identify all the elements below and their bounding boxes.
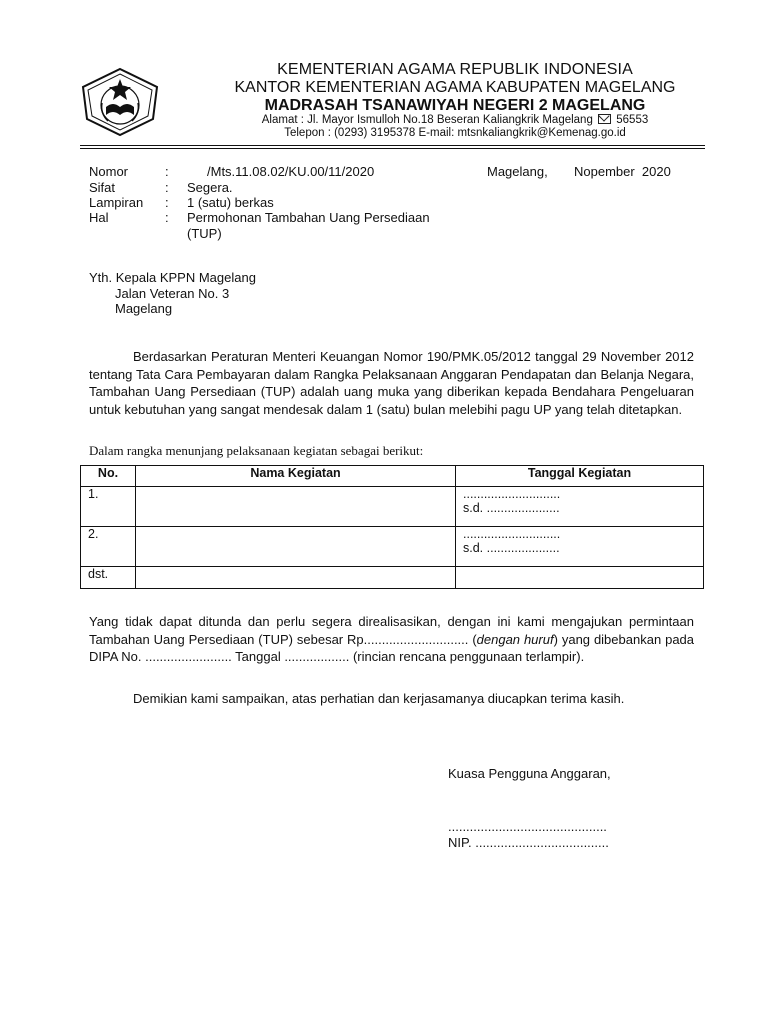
col-header-no: No. — [81, 466, 136, 487]
header-rule-thin — [80, 145, 705, 146]
letterhead-line1: KEMENTERIAN AGAMA REPUBLIK INDONESIA — [277, 61, 633, 78]
sifat-label: Sifat — [89, 180, 116, 195]
date-value: Nopember 2020 — [574, 164, 671, 179]
letterhead-address: Alamat : Jl. Mayor Ismulloh No.18 Beseran Kaliangkrik Magelang 56553 — [261, 114, 649, 126]
nomor-value: /Mts.11.08.02/KU.00/11/2020 — [207, 164, 375, 179]
body-paragraph-1: Berdasarkan Peraturan Menteri Keuangan Nomor 190/PMK.05/2012 tanggal 29 November 2012 tentang Tata Cara Pembayaran dalam Rangka Pelaksanaan Anggaran Pendapatan dan Belanja Negara, Tambahan Uang Persediaan (TUP) adalah uang muka yang diberikan kepada Bendahara Pengeluaran untuk kebutuhan yang sangat mendesak dalam 1 (satu) bulan melebihi pagu UP yang telah ditetapkan. — [89, 349, 694, 417]
hal-value: Permohonan Tambahan Uang Persediaan — [187, 210, 430, 225]
letterhead-contact: Telepon : (0293) 3195378 E-mail: mtsnkaliangkrik@Kemenag.go.id — [284, 127, 626, 139]
table-row: 2. ............................ s.d. ..................... — [81, 527, 704, 567]
table-row: 1. ............................ s.d. ..................... — [81, 487, 704, 527]
sifat-value: Segera. — [187, 180, 233, 195]
letterhead-line2: KANTOR KEMENTERIAN AGAMA KABUPATEN MAGELANG — [234, 79, 676, 96]
recipient-line1: Yth. Kepala KPPN Magelang — [89, 270, 256, 285]
col-header-tanggal: Tanggal Kegiatan — [456, 466, 704, 487]
table-header-row — [81, 466, 704, 487]
envelope-icon — [598, 114, 611, 124]
hal-value-cont: (TUP) — [187, 226, 222, 241]
body-paragraph-4: Demikian kami sampaikan, atas perhatian dan kerjasamanya diucapkan terima kasih. — [133, 691, 625, 706]
col-header-nama: Nama Kegiatan — [136, 466, 456, 487]
header-rule-thick — [80, 148, 705, 149]
signature-title: Kuasa Pengguna Anggaran, — [448, 766, 611, 781]
hal-label: Hal — [89, 210, 109, 225]
signature-name-line: ............................................ — [448, 819, 607, 834]
body-paragraph-3: Yang tidak dapat ditunda dan perlu segera direalisasikan, dengan ini kami mengajukan permintaan Tambahan Uang Persediaan (TUP) sebesar Rp............................. (dengan huruf) yang dibebankan pada DIPA No. ........................ Tanggal .................. (rincian rencana penggunaan terlampir). — [89, 614, 695, 664]
lampiran-value: 1 (satu) berkas — [187, 195, 274, 210]
nomor-label: Nomor — [89, 164, 129, 179]
signature-nip: NIP. ..................................... — [448, 835, 609, 850]
letterhead-line3: MADRASAH TSANAWIYAH NEGERI 2 MAGELANG — [264, 97, 646, 114]
table-row: dst. — [81, 567, 704, 589]
kemenag-logo-icon — [80, 67, 160, 137]
recipient-line2: Jalan Veteran No. 3 — [115, 286, 230, 301]
body-paragraph-2: Dalam rangka menunjang pelaksanaan kegiatan sebagai berikut: — [89, 443, 424, 458]
lampiran-label: Lampiran — [89, 195, 144, 210]
recipient-line3: Magelang — [115, 301, 173, 316]
activity-table — [80, 465, 704, 589]
place-label: Magelang, — [487, 164, 548, 179]
